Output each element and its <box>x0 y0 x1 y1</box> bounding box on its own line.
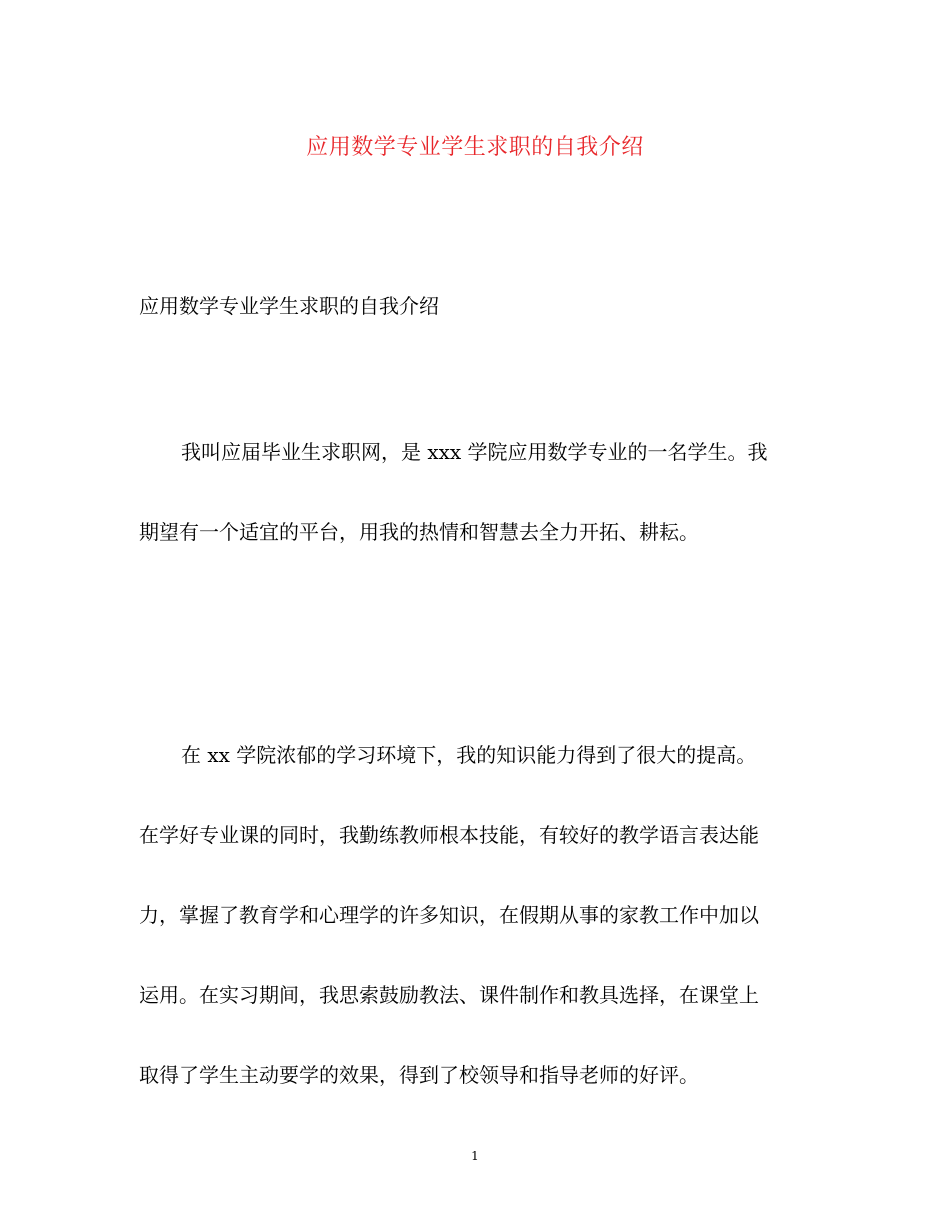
paragraph-2-line-2: 在学好专业课的同时，我勤练教师根本技能，有较好的教学语言表达能 <box>139 823 759 847</box>
paragraph-1-line-1: 我叫应届毕业生求职网，是 xxx 学院应用数学专业的一名学生。我 <box>181 440 768 464</box>
page-number: 1 <box>471 1149 479 1163</box>
document-title: 应用数学专业学生求职的自我介绍 <box>306 135 644 160</box>
paragraph-2-line-3: 力，掌握了教育学和心理学的许多知识，在假期从事的家教工作中加以 <box>139 903 759 927</box>
paragraph-2-line-5: 取得了学生主动要学的效果，得到了校领导和指导老师的好评。 <box>139 1063 699 1087</box>
paragraph-1 <box>139 412 813 572</box>
paragraph-2-line-4: 运用。在实习期间，我思索鼓励教法、课件制作和教具选择，在课堂上 <box>139 983 759 1007</box>
paragraph-2 <box>139 715 813 1115</box>
document-subtitle: 应用数学专业学生求职的自我介绍 <box>139 294 439 318</box>
paragraph-2-line-1: 在 xx 学院浓郁的学习环境下，我的知识能力得到了很大的提高。 <box>181 743 757 767</box>
paragraph-1-line-2: 期望有一个适宜的平台，用我的热情和智慧去全力开拓、耕耘。 <box>139 520 699 544</box>
